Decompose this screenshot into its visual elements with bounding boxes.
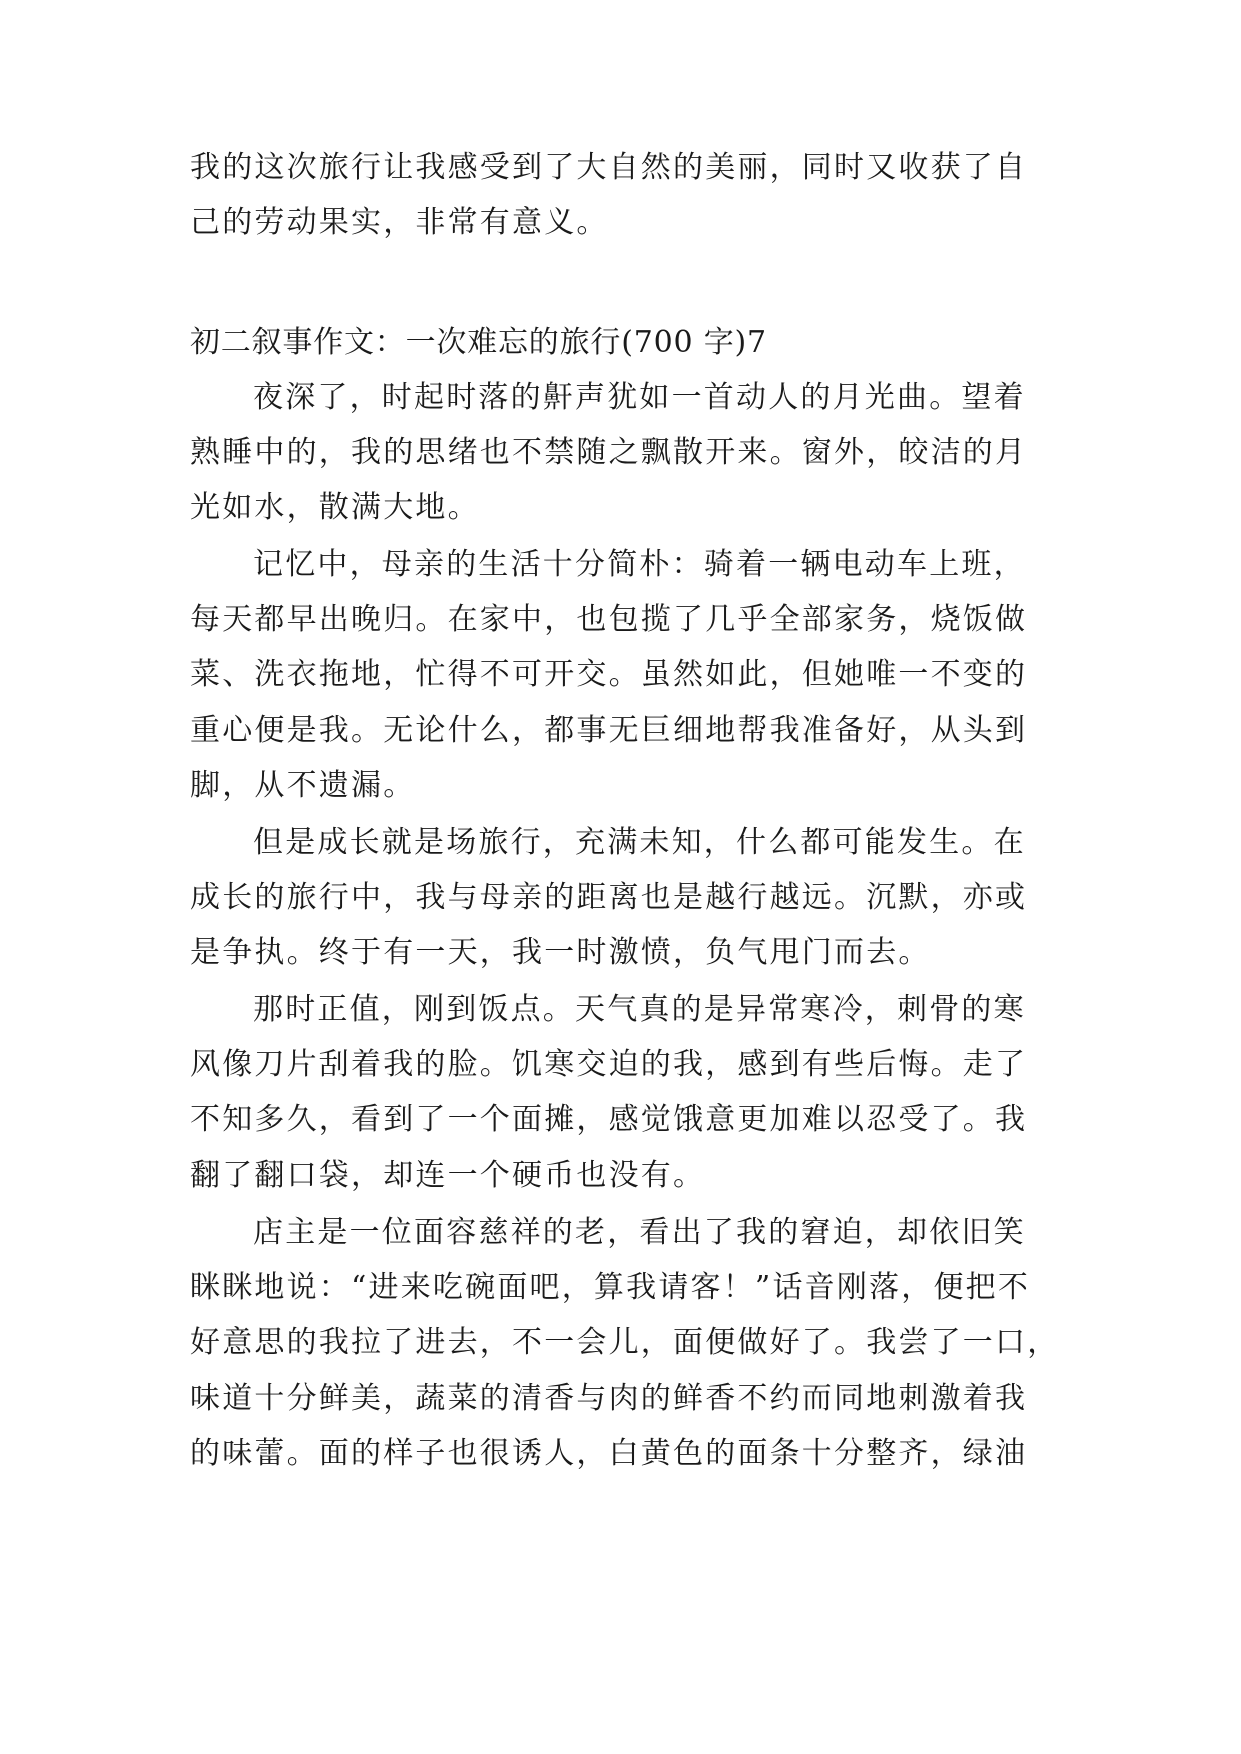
paragraph-line: 翻了翻口袋，却连一个硬币也没有。 [190, 1158, 706, 1193]
paragraph-line: 重心便是我。无论什么，都事无巨细地帮我准备好，从头到 [190, 713, 1028, 748]
intro-line: 我的这次旅行让我感受到了大自然的美丽，同时又收获了自 [190, 150, 1028, 185]
paragraph-line: 脚，从不遗漏。 [190, 768, 416, 803]
essay-title: 初二叙事作文：一次难忘的旅行(700 字)7 [190, 325, 767, 360]
paragraph-line: 菜、洗衣拖地，忙得不可开交。虽然如此，但她唯一不变的 [190, 657, 1028, 692]
paragraph-line: 店主是一位面容慈祥的老，看出了我的窘迫，却依旧笑 [253, 1215, 1026, 1250]
paragraph-line: 记忆中，母亲的生活十分简朴：骑着一辆电动车上班， [253, 547, 1026, 582]
paragraph-line: 不知多久，看到了一个面摊，感觉饿意更加难以忍受了。我 [190, 1102, 1028, 1137]
paragraph-line: 好意思的我拉了进去，不一会儿，面便做好了。我尝了一口， [190, 1325, 1060, 1360]
paragraph-line: 风像刀片刮着我的脸。饥寒交迫的我，感到有些后悔。走了 [190, 1047, 1028, 1082]
paragraph-line: 光如水，散满大地。 [190, 490, 480, 525]
paragraph-line: 每天都早出晚归。在家中，也包揽了几乎全部家务，烧饭做 [190, 602, 1028, 637]
paragraph-line: 那时正值，刚到饭点。天气真的是异常寒冷，刺骨的寒 [253, 992, 1026, 1027]
paragraph-line: 味道十分鲜美，蔬菜的清香与肉的鲜香不约而同地刺激着我 [190, 1381, 1028, 1416]
paragraph-line: 的味蕾。面的样子也很诱人，白黄色的面条十分整齐，绿油 [190, 1436, 1028, 1471]
paragraph-line: 但是成长就是场旅行，充满未知，什么都可能发生。在 [253, 825, 1026, 860]
intro-line: 己的劳动果实，非常有意义。 [190, 205, 609, 240]
paragraph-line: 夜深了，时起时落的鼾声犹如一首动人的月光曲。望着 [253, 380, 1026, 415]
paragraph-line: 眯眯地说：“进来吃碗面吧，算我请客！”话音刚落，便把不 [190, 1270, 1031, 1305]
paragraph-line: 成长的旅行中，我与母亲的距离也是越行越远。沉默，亦或 [190, 880, 1028, 915]
paragraph-line: 是争执。终于有一天，我一时激愤，负气甩门而去。 [190, 935, 931, 970]
paragraph-line: 熟睡中的，我的思绪也不禁随之飘散开来。窗外，皎洁的月 [190, 435, 1028, 470]
